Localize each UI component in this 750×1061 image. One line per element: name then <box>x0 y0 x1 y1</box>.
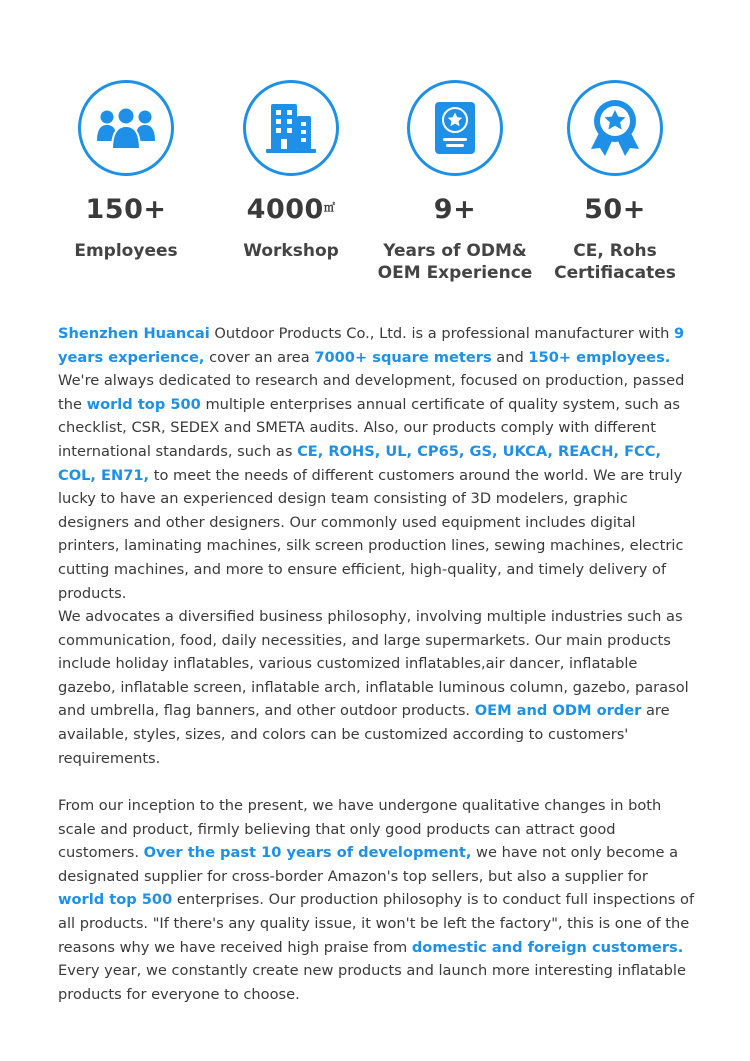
stat-workshop <box>206 80 376 262</box>
stat-circle <box>78 80 174 176</box>
stat-employees <box>41 80 211 262</box>
body-text: and <box>491 348 529 366</box>
highlight-text: world top 500 <box>86 395 201 413</box>
highlight-text: world top 500 <box>58 891 173 909</box>
stat-circle <box>407 80 503 176</box>
stat-certificates <box>530 80 700 284</box>
stat-label <box>206 240 376 262</box>
company-intro-paragraph <box>58 322 698 605</box>
body-text: We advocates a diversified business philosophy, involving multiple industries such as communication, food, daily necessities, and large supermarkets. Our main products include holiday inflatables, various customized inflatables,air dancer, inflatable gazebo, inflatable screen, inflatable arch, inflatable luminous column, gazebo, parasol and umbrella, flag banners, and other outdoor products. <box>58 608 689 720</box>
stat-label-line: Employees <box>74 241 178 261</box>
highlight-text: OEM and ODM order <box>474 702 642 720</box>
stat-label <box>370 240 540 284</box>
business-philosophy-paragraph <box>58 605 698 770</box>
stat-label-line: CE, Rohs <box>573 241 657 261</box>
stats-row <box>0 80 750 300</box>
building-icon <box>263 100 319 156</box>
body-text: Every year, we constantly create new products and launch more interesting inflatable products for everyone to choose. <box>58 962 686 1003</box>
stat-value: 50+ <box>584 194 646 225</box>
body-text: multiple enterprises annual certificate of quality system, such as checklist, CSR, SEDEX and SMETA audits. Also, our products comply with different international standards, such as <box>58 395 680 460</box>
highlight-text: domestic and foreign customers. <box>411 938 684 956</box>
highlight-text: Over the past 10 years of development, <box>143 844 472 862</box>
body-text: we have not only become a designated supplier for cross-border Amazon's top sellers, but also a supplier for <box>58 844 679 885</box>
body-text: cover an area <box>204 348 315 366</box>
body-text: Outdoor Products Co., Ltd. is a professional manufacturer with <box>209 325 675 342</box>
stat-label <box>41 240 211 262</box>
stat-circle <box>567 80 663 176</box>
highlight-text: 9 years experience, <box>58 325 685 366</box>
stat-label-line: Years of ODM& <box>383 241 527 261</box>
stat-label-line: OEM Experience <box>377 263 533 283</box>
stat-value: 9+ <box>433 194 477 225</box>
stat-value-number: 4000 <box>246 194 324 225</box>
award-badge-icon <box>585 97 645 159</box>
stat-circle <box>243 80 339 176</box>
stat-label-line: Certifiacates <box>554 263 676 283</box>
highlight-text: 7000+ square meters <box>314 348 492 366</box>
certificate-icon <box>430 100 480 156</box>
stat-value <box>206 192 376 228</box>
body-text: to meet the needs of different customers around the world. We are truly lucky to have an experienced design team consisting of 3D modelers, graphic designers and other designers. Our commonly used equipment includes digital printers, laminating machines, silk screen production lines, sewing machines, electric cutting machines, and more to ensure efficient, high-quality, and timely delivery of products. <box>58 466 684 602</box>
highlight-text: 150+ employees. <box>528 348 671 366</box>
body-text: enterprises. Our production philosophy is to conduct full inspections of all products. "If there's any quality issue, it won't be left the factory", this is one of the reasons why we have received high praise from <box>58 891 695 956</box>
stat-label-line: Workshop <box>243 241 339 261</box>
stat-value-unit: ㎡ <box>323 201 336 214</box>
body-text: We're always dedicated to research and development, focused on production, passed the <box>58 372 685 413</box>
stat-value: 150+ <box>85 194 167 225</box>
highlight-text: CE, ROHS, UL, CP65, GS, UKCA, REACH, FCC, COL, EN71, <box>58 442 662 484</box>
stat-experience <box>370 80 540 284</box>
body-text: are available, styles, sizes, and colors can be customized according to customers' requirements. <box>58 702 670 767</box>
employees-icon <box>95 105 157 151</box>
highlight-text: Shenzhen Huancai <box>58 325 210 342</box>
stat-label <box>530 240 700 284</box>
company-history-paragraph <box>58 794 698 1006</box>
body-text: From our inception to the present, we have undergone qualitative changes in both scale and product, firmly believing that only good products can attract good customers. <box>58 797 662 862</box>
